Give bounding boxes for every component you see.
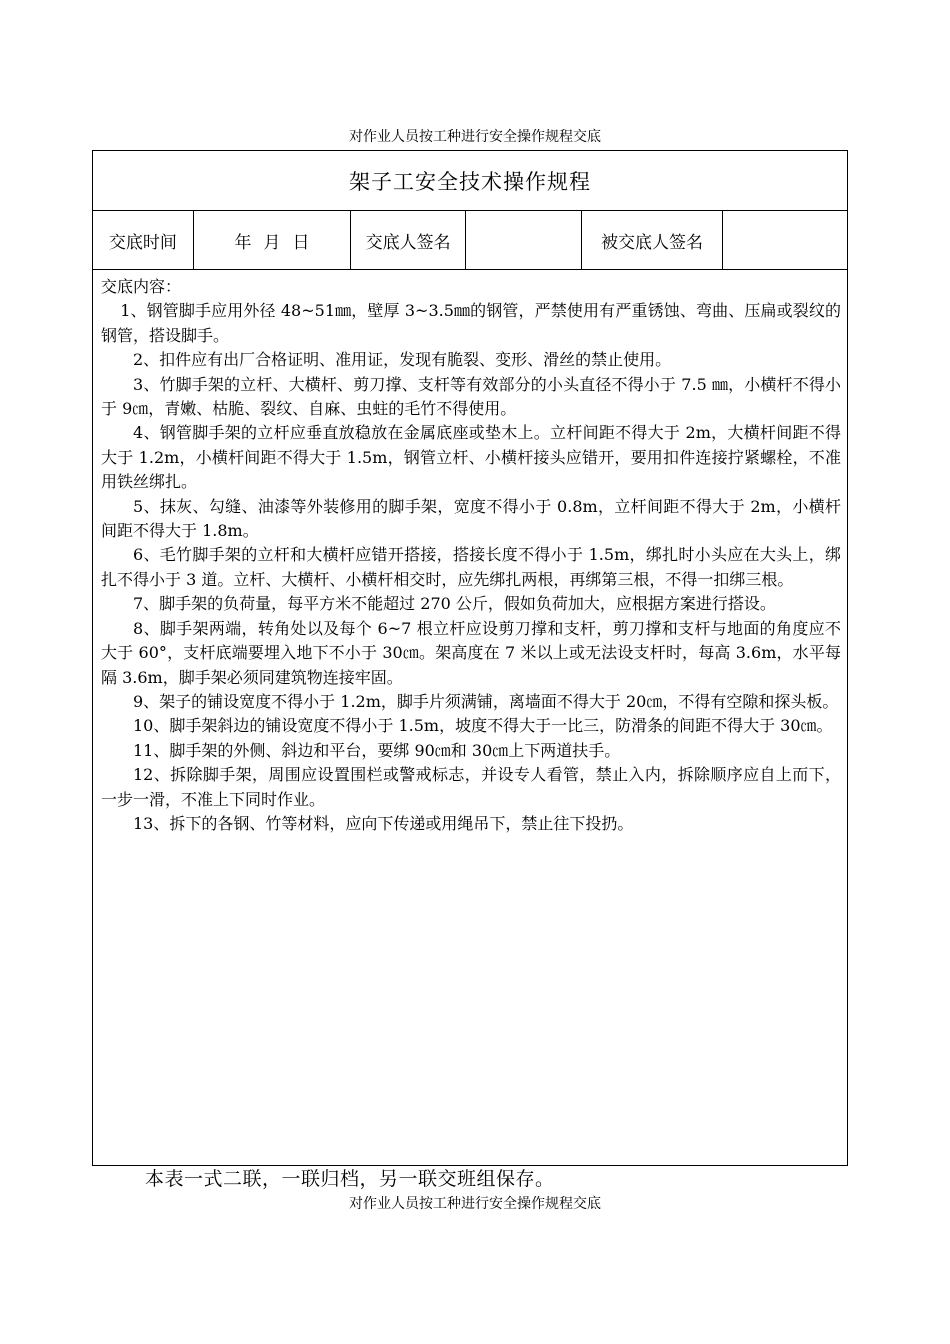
year-label: 年 — [234, 232, 252, 253]
form-title: 架子工安全技术操作规程 — [93, 151, 847, 211]
disclosure-form — [92, 150, 848, 1166]
presenter-signature-field[interactable] — [466, 211, 582, 269]
content-item: 1、钢管脚手应用外径 48~51㎜，壁厚 3~3.5㎜的钢管，严禁使用有严重锈蚀、弯曲、压扁或裂纹的钢管，搭设脚手。 — [101, 301, 841, 345]
time-label: 交底时间 — [93, 211, 194, 269]
info-row — [93, 211, 847, 270]
content-item: 3、竹脚手架的立杆、大横杆、剪刀撑、支杆等有效部分的小头直径不得小于 7.5 ㎜，小横杆不得小于 9㎝，青嫩、枯脆、裂纹、自麻、虫蛀的毛竹不得使用。 — [101, 374, 841, 419]
content-item: 13、拆下的各钢、竹等材料，应向下传递或用绳吊下，禁止往下投扔。 — [133, 813, 634, 833]
content-item: 12、拆除脚手架，周围应设置围栏或警戒标志，并设专人看管，禁止入内，拆除顺序应自上而下，一步一滑，不准上下同时作业。 — [101, 765, 841, 809]
page-header: 对作业人员按工种进行安全操作规程交底 — [349, 129, 601, 145]
content-item: 8、脚手架两端，转角处以及每个 6~7 根立杆应设剪刀撑和支杆，剪刀撑和支杆与地面的角度应不大于 60°，支杆底端要埋入地下不小于 30㎝。架高度在 7 米以上或无法设支杆时，每高 3.6m，水平每隔 3.6m，脚手架必须同建筑物连接牢固。 — [101, 618, 841, 687]
content-label: 交底内容： — [101, 277, 182, 296]
page-footer: 对作业人员按工种进行安全操作规程交底 — [349, 1196, 601, 1212]
month-label: 月 — [263, 232, 281, 253]
content-item: 9、架子的铺设宽度不得小于 1.2m，脚手片须满铺，离墙面不得大于 20㎝，不得有空隙和探头板。 — [133, 691, 839, 711]
form-note: 本表一式二联，一联归档，另一联交班组保存。 — [145, 1168, 555, 1190]
receiver-signature-field[interactable] — [723, 211, 847, 269]
content-item: 4、钢管脚手架的立杆应垂直放稳放在金属底座或垫木上。立杆间距不得大于 2m，大横杆间距不得大于 1.2m，小横杆间距不得大于 1.5m，钢管立杆、小横杆接头应错开，要用扣件连接拧紧螺栓，不准用铁丝绑扎。 — [101, 423, 841, 492]
content-item: 5、抹灰、勾缝、油漆等外装修用的脚手架，宽度不得小于 0.8m，立杆间距不得大于 2m，小横杆间距不得大于 1.8m。 — [101, 496, 841, 541]
content-item: 10、脚手架斜边的铺设宽度不得小于 1.5m，坡度不得大于一比三，防滑条的间距不得大于 30㎝。 — [133, 716, 833, 736]
content-item: 11、脚手架的外侧、斜边和平台，要绑 90㎝和 30㎝上下两道扶手。 — [133, 740, 621, 760]
receiver-label: 被交底人签名 — [582, 211, 724, 269]
content-item: 7、脚手架的负荷量，每平方米不能超过 270 公斤，假如负荷加大，应根据方案进行搭设。 — [133, 594, 776, 614]
content-area — [93, 270, 847, 836]
presenter-label: 交底人签名 — [351, 211, 466, 269]
content-item: 2、扣件应有出厂合格证明、准用证，发现有脆裂、变形、滑丝的禁止使用。 — [133, 350, 672, 370]
day-label: 日 — [292, 232, 310, 253]
date-field[interactable] — [194, 211, 352, 269]
content-item: 6、毛竹脚手架的立杆和大横杆应错开搭接，搭接长度不得小于 1.5m，绑扎时小头应在大头上，绑扎不得小于 3 道。立杆、大横杆、小横杆相交时，应先绑扎两根，再绑第三根，不得一扣绑三根。 — [101, 545, 841, 589]
